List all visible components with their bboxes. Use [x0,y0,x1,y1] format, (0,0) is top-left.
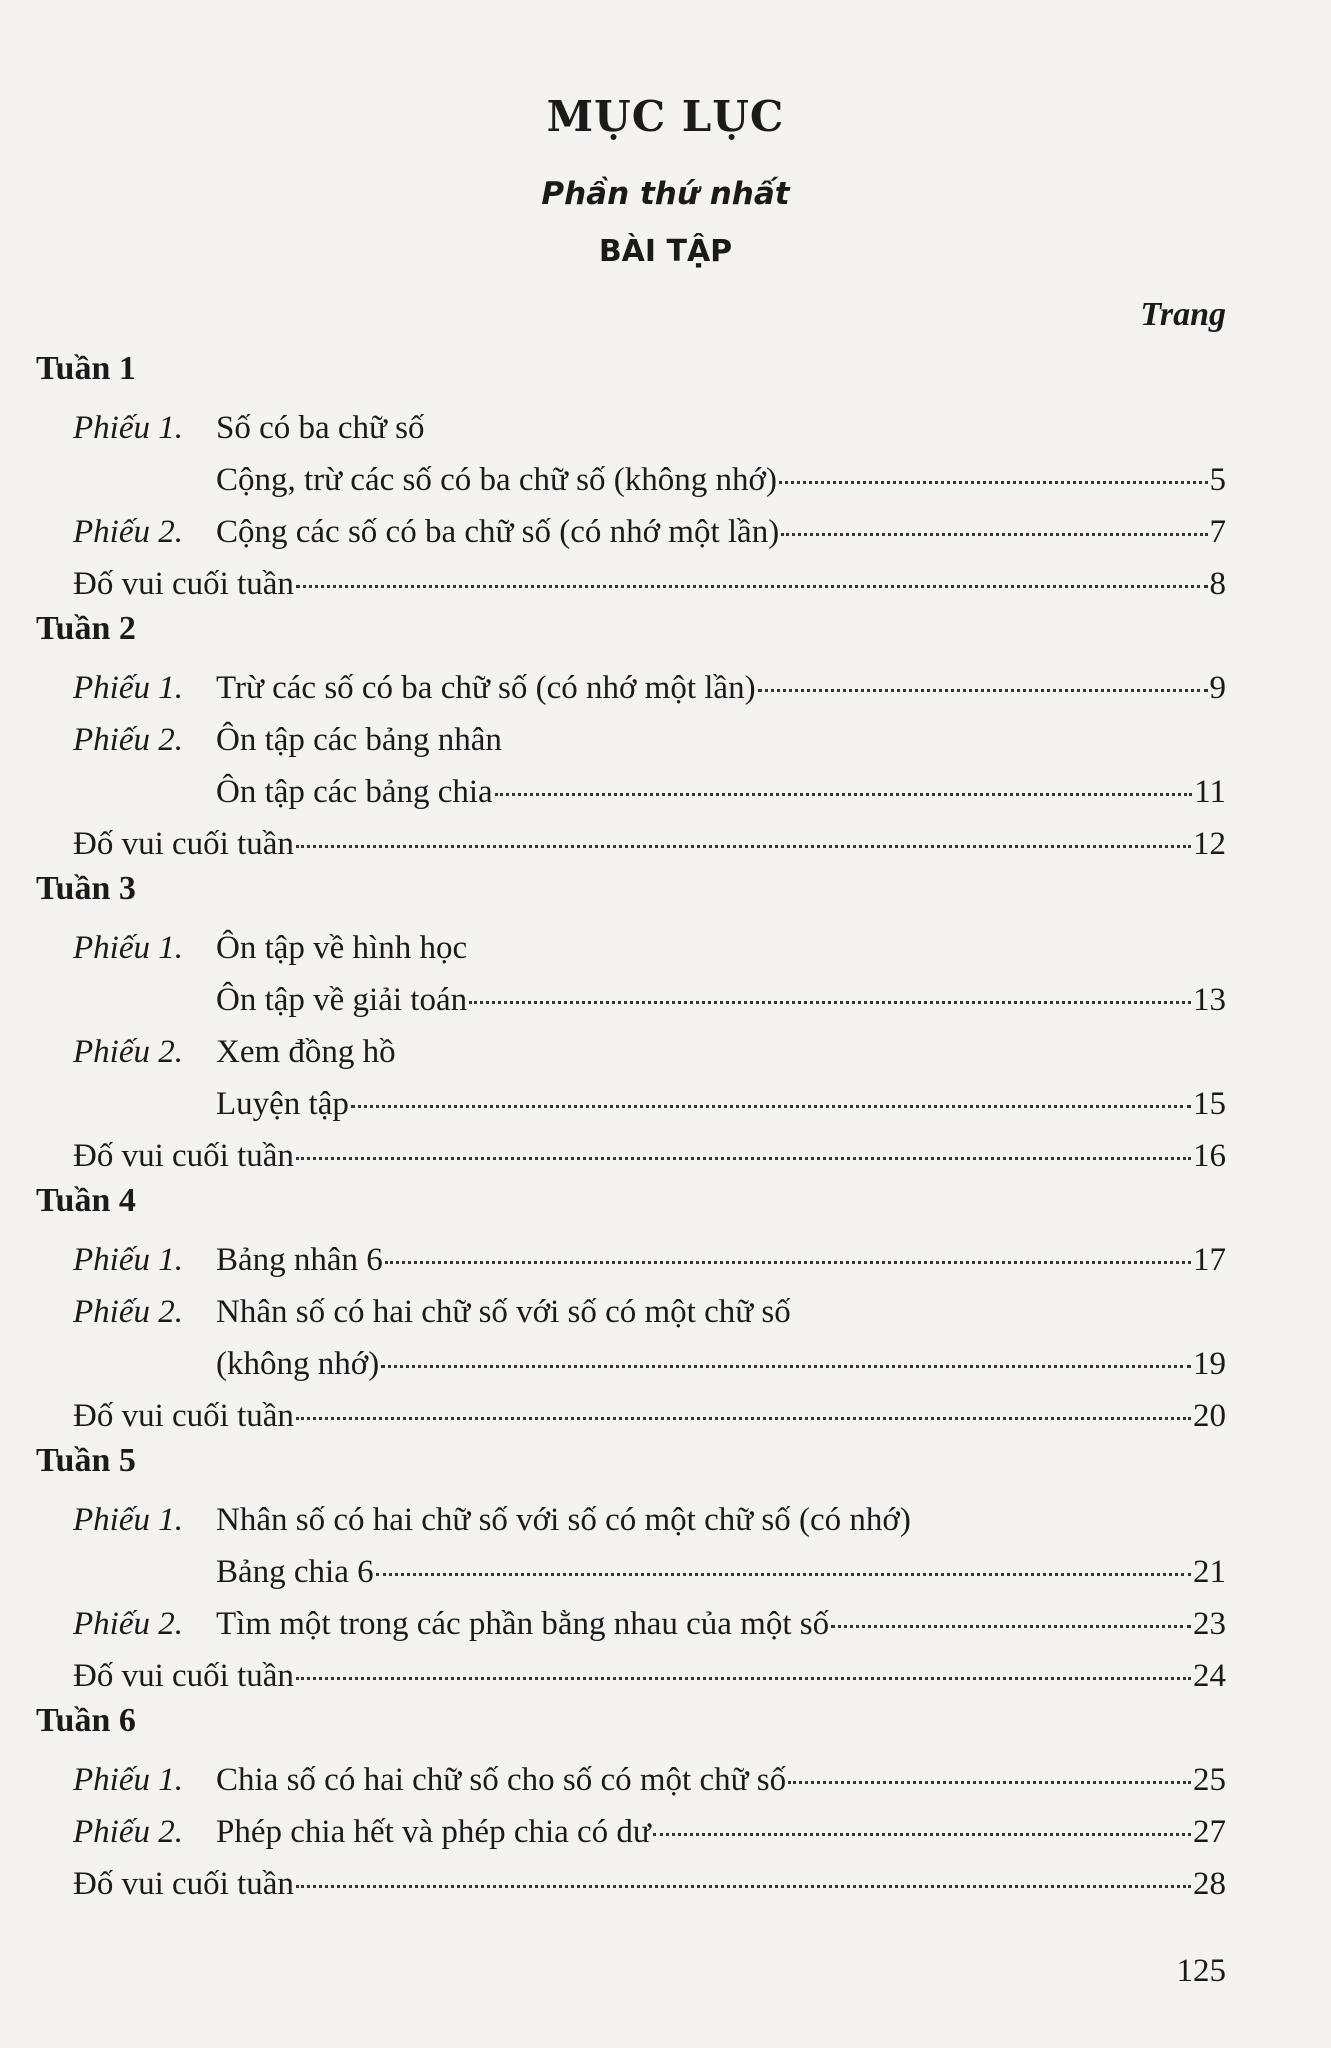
dot-leader [351,1105,1191,1108]
entry-page-number: 13 [1193,982,1226,1018]
toc-row [0,822,1331,866]
dot-leader [831,1625,1191,1628]
entry-page-number: 28 [1193,1866,1226,1902]
toc-row [0,1602,1331,1646]
entry-page-number: 15 [1193,1086,1226,1122]
dot-leader [653,1833,1191,1836]
entry-title: Đố vui cuối tuần [73,1138,294,1174]
week-heading: Tuần 4 [36,1182,136,1219]
dot-leader [758,689,1208,692]
week-heading: Tuần 3 [36,870,136,907]
dot-leader [376,1573,1191,1576]
toc-entry [216,770,1226,814]
week-heading: Tuần 1 [36,350,136,387]
entry-page-number: 5 [1209,462,1226,498]
entry-page-number: 12 [1193,826,1226,862]
toc-row [0,978,1331,1022]
toc-entry [216,458,1226,502]
entry-title: Xem đồng hồ [216,1034,396,1070]
entry-title: Chia số có hai chữ số cho số có một chữ số [216,1762,787,1798]
entry-page-number: 27 [1193,1814,1226,1850]
toc-row [0,510,1331,554]
entry-title: Ôn tập về giải toán [216,982,468,1018]
entry-title: Cộng các số có ba chữ số (có nhớ một lần) [216,514,780,550]
entry-page-number: 16 [1193,1138,1226,1174]
toc-entry [216,1810,1226,1854]
week-heading: Tuần 6 [36,1702,136,1739]
toc-entry [73,822,1226,866]
toc-row [0,1238,1331,1282]
toc-entry [216,1342,1226,1386]
dot-leader [781,533,1207,536]
toc-row [0,1654,1331,1698]
entry-page-number: 7 [1209,514,1226,550]
toc-entry [73,562,1226,606]
dot-leader [296,585,1208,588]
page-column-heading: Trang [1140,296,1226,333]
worksheet-label: Phiếu 1. [73,1762,183,1798]
toc-entry [73,1134,1226,1178]
toc-entry [216,1082,1226,1126]
entry-page-number: 25 [1193,1762,1226,1798]
toc-row [0,1342,1331,1386]
entry-title: Nhân số có hai chữ số với số có một chữ số (có nhớ) [216,1502,911,1538]
toc-row [0,1030,1331,1074]
dot-leader [385,1261,1191,1264]
toc-entry [216,1238,1226,1282]
section-heading: BÀI TẬP [598,234,733,269]
toc-entry [216,978,1226,1022]
dot-leader [296,845,1191,848]
toc-row [0,1862,1331,1906]
entry-title: Ôn tập về hình học [216,930,468,966]
dot-leader [296,1417,1191,1420]
entry-title: Nhân số có hai chữ số với số có một chữ số [216,1294,791,1330]
dot-leader [296,1157,1191,1160]
page-number: 125 [1176,1953,1226,1989]
entry-page-number: 8 [1209,566,1226,602]
worksheet-label: Phiếu 1. [73,1502,183,1538]
entry-title: Bảng nhân 6 [216,1242,383,1278]
toc-row [0,770,1331,814]
entry-title: (không nhớ) [216,1346,380,1382]
toc-entry [216,1602,1226,1646]
worksheet-label: Phiếu 1. [73,410,183,446]
worksheet-label: Phiếu 1. [73,1242,183,1278]
toc-title: MỤC LỤC [546,92,785,141]
dot-leader [296,1677,1191,1680]
entry-page-number: 21 [1193,1554,1226,1590]
toc-row [0,562,1331,606]
worksheet-label: Phiếu 2. [73,1814,183,1850]
dot-leader [469,1001,1191,1004]
toc-row [0,458,1331,502]
entry-page-number: 24 [1193,1658,1226,1694]
toc-row [0,1810,1331,1854]
toc-row [0,1290,1331,1334]
entry-title: Trừ các số có ba chữ số (có nhớ một lần) [216,670,756,706]
toc-entry [73,1654,1226,1698]
dot-leader [381,1365,1191,1368]
worksheet-label: Phiếu 2. [73,514,183,550]
entry-title: Bảng chia 6 [216,1554,374,1590]
worksheet-label: Phiếu 1. [73,930,183,966]
toc-entry [216,1550,1226,1594]
dot-leader [788,1781,1191,1784]
toc-row [0,1082,1331,1126]
toc-entry [216,1758,1226,1802]
week-heading: Tuần 5 [36,1442,136,1479]
toc-row [0,926,1331,970]
dot-leader [495,793,1193,796]
entry-title: Luyện tập [216,1086,349,1122]
entry-title: Số có ba chữ số [216,410,425,446]
toc-row [0,1394,1331,1438]
entry-page-number: 11 [1194,774,1226,810]
toc-row [0,1550,1331,1594]
toc-row [0,666,1331,710]
entry-title: Đố vui cuối tuần [73,1398,294,1434]
toc-row [0,718,1331,762]
toc-row [0,1498,1331,1542]
dot-leader [296,1885,1191,1888]
entry-page-number: 9 [1209,670,1226,706]
part-heading: Phần thứ nhất [541,176,790,212]
worksheet-label: Phiếu 2. [73,1606,183,1642]
entry-title: Phép chia hết và phép chia có dư [216,1814,651,1850]
worksheet-label: Phiếu 1. [73,670,183,706]
entry-title: Tìm một trong các phần bằng nhau của một số [216,1606,830,1642]
entry-title: Đố vui cuối tuần [73,826,294,862]
entry-title: Ôn tập các bảng nhân [216,722,502,758]
toc-entry [73,1862,1226,1906]
entry-title: Đố vui cuối tuần [73,1866,294,1902]
entry-page-number: 19 [1193,1346,1226,1382]
toc-row [0,1758,1331,1802]
toc-row [0,1134,1331,1178]
week-heading: Tuần 2 [36,610,136,647]
entry-title: Đố vui cuối tuần [73,566,294,602]
entry-title: Cộng, trừ các số có ba chữ số (không nhớ) [216,462,777,498]
worksheet-label: Phiếu 2. [73,1294,183,1330]
entry-page-number: 17 [1193,1242,1226,1278]
entry-page-number: 23 [1193,1606,1226,1642]
toc-row [0,406,1331,450]
entry-title: Ôn tập các bảng chia [216,774,493,810]
dot-leader [779,481,1208,484]
entry-title: Đố vui cuối tuần [73,1658,294,1694]
toc-entry [73,1394,1226,1438]
entry-page-number: 20 [1193,1398,1226,1434]
toc-entry [216,510,1226,554]
worksheet-label: Phiếu 2. [73,1034,183,1070]
toc-entry [216,666,1226,710]
worksheet-label: Phiếu 2. [73,722,183,758]
